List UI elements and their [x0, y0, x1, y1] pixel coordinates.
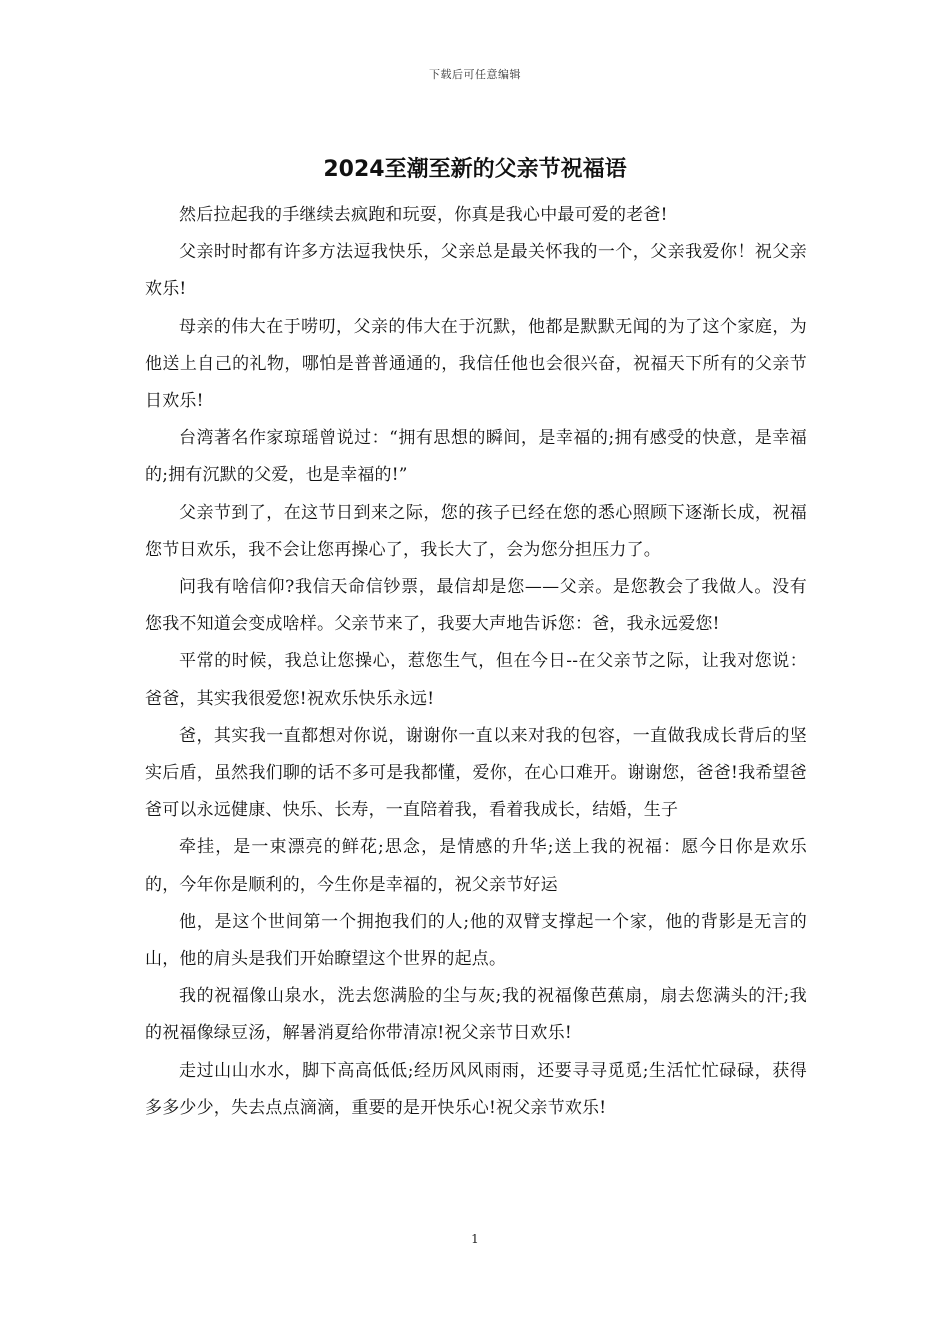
document-title: 2024至潮至新的父亲节祝福语: [323, 157, 627, 182]
document-body: [145, 197, 807, 1127]
paragraph: 爸，其实我一直都想对你说，谢谢你一直以来对我的包容，一直做我成长背后的坚实后盾，虽然我们聊的话不多可是我都懂，爱你，在心口难开。谢谢您，爸爸!我希望爸爸可以永远健康、快乐、长寿，一直陪着我，看着我成长，结婚，生子: [145, 725, 807, 821]
paragraph: 然后拉起我的手继续去疯跑和玩耍，你真是我心中最可爱的老爸!: [179, 205, 668, 225]
paragraph: 父亲节到了，在这节日到来之际，您的孩子已经在您的悉心照顾下逐渐长成，祝福您节日欢乐，我不会让您再操心了，我长大了，会为您分担压力了。: [145, 502, 807, 560]
paragraph: 走过山山水水，脚下高高低低;经历风风雨雨，还要寻寻觅觅;生活忙忙碌碌，获得多多少少，失去点点滴滴，重要的是开快乐心!祝父亲节欢乐!: [145, 1060, 807, 1118]
header-note: 下载后可任意编辑: [429, 68, 521, 81]
paragraph: 母亲的伟大在于唠叨，父亲的伟大在于沉默，他都是默默无闻的为了这个家庭，为他送上自己的礼物，哪怕是普普通通的，我信任他也会很兴奋，祝福天下所有的父亲节日欢乐!: [145, 316, 807, 412]
paragraph: 我的祝福像山泉水，洗去您满脸的尘与灰;我的祝福像芭蕉扇，扇去您满头的汗;我的祝福像绿豆汤，解暑消夏给你带清凉!祝父亲节日欢乐!: [145, 986, 807, 1044]
paragraph: 平常的时候，我总让您操心，惹您生气，但在今日--在父亲节之际，让我对您说：爸爸，其实我很爱您!祝欢乐快乐永远!: [145, 651, 807, 709]
paragraph: 父亲时时都有许多方法逗我快乐，父亲总是最关怀我的一个，父亲我爱你！祝父亲欢乐!: [145, 242, 807, 300]
paragraph: 他，是这个世间第一个拥抱我们的人;他的双臂支撑起一个家，他的背影是无言的山，他的肩头是我们开始瞭望这个世界的起点。: [145, 911, 807, 970]
page-number: 1: [471, 1232, 479, 1246]
paragraph: 牵挂，是一束漂亮的鲜花;思念，是情感的升华;送上我的祝福：愿今日你是欢乐的，今年你是顺利的，今生你是幸福的，祝父亲节好运: [145, 837, 807, 895]
paragraph: 问我有啥信仰?我信天命信钞票，最信却是您——父亲。是您教会了我做人。没有您我不知道会变成啥样。父亲节来了，我要大声地告诉您：爸，我永远爱您!: [145, 577, 807, 635]
paragraph: 台湾著名作家琼瑶曾说过：“拥有思想的瞬间，是幸福的;拥有感受的快意，是幸福的;拥有沉默的父爱，也是幸福的!”: [145, 428, 807, 486]
